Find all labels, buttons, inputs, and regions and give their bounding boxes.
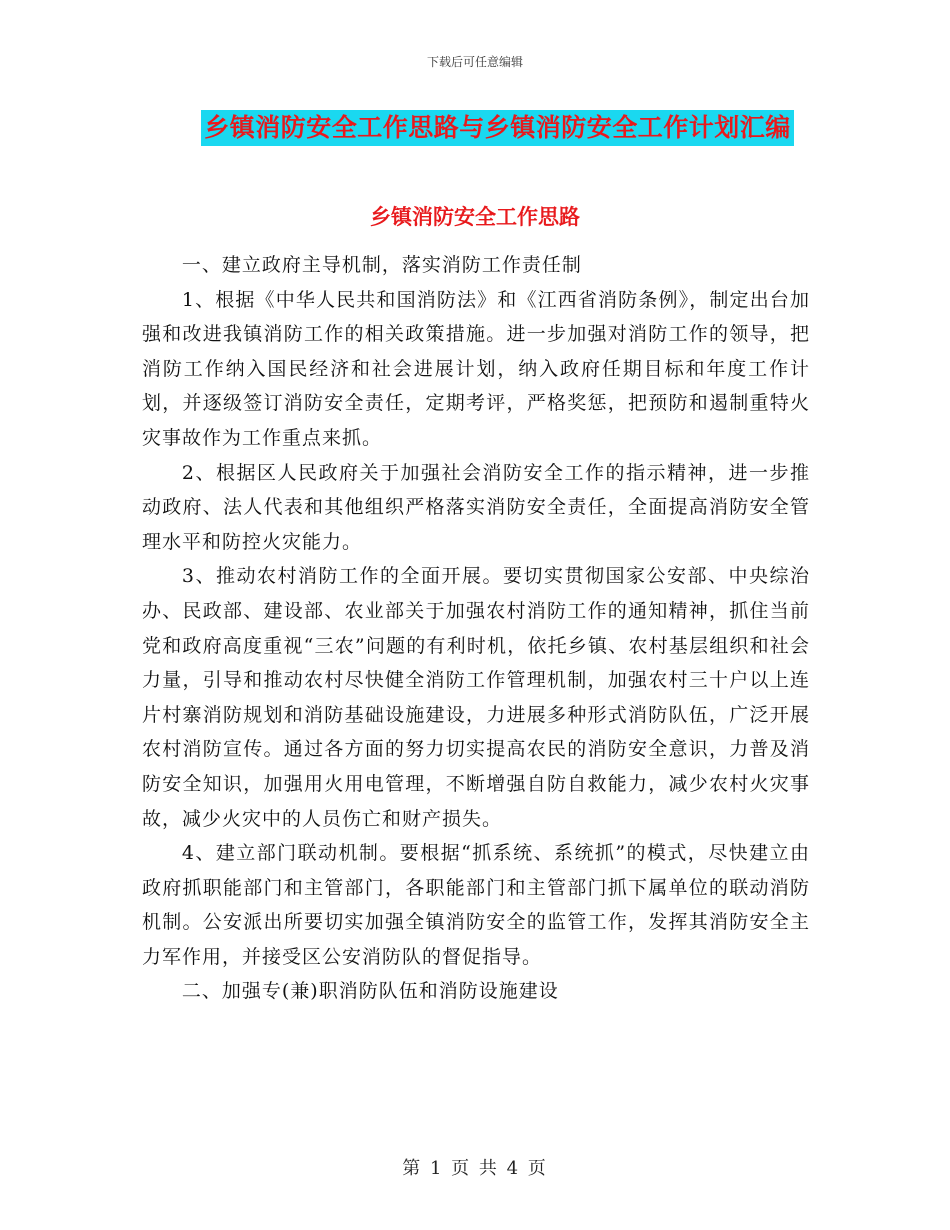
header-note: 下载后可任意编辑 [426,55,523,69]
body-paragraph: 1、根据《中华人民共和国消防法》和《江西省消防条例》，制定出台加强和改进我镇消防工作的相关政策措施。进一步加强对消防工作的领导，把消防工作纳入国民经济和社会进展计划，纳入政府任期目标和年度工作计划，并逐级签订消防安全责任，定期考评，严格奖惩，把预防和遏制重特火灾事故作为工作重点来抓。 [142,288,810,449]
document-title-container [0,110,950,146]
section-title: 乡镇消防安全工作思路 [370,205,580,229]
body-paragraph: 4、建立部门联动机制。要根据“抓系统、系统抓”的模式，尽快建立由政府抓职能部门和主管部门，各职能部门和主管部门抓下属单位的联动消防机制。公安派出所要切实加强全镇消防安全的监管工作，发挥其消防安全主力军作用，并接受区公安消防队的督促指导。 [142,842,810,968]
body-paragraph: 3、推动农村消防工作的全面开展。要切实贯彻国家公安部、中央综治办、民政部、建设部、农业部关于加强农村消防工作的通知精神，抓住当前党和政府高度重视“三农”问题的有利时机，依托乡镇、农村基层组织和社会力量，引导和推动农村尽快健全消防工作管理机制，加强农村三十户以上连片村寨消防规划和消防基础设施建设，力进展多种形式消防队伍，广泛开展农村消防宣传。通过各方面的努力切实提高农民的消防安全意识，力普及消防安全知识，加强用火用电管理，不断增强自防自救能力，减少农村火灾事故，减少火灾中的人员伤亡和财产损失。 [142,565,810,830]
document-title: 乡镇消防安全工作思路与乡镇消防安全工作计划汇编 [201,110,794,146]
heading-paragraph-2: 二、加强专(兼)职消防队伍和消防设施建设 [181,980,559,1003]
document-body [142,248,810,1009]
heading-paragraph-1: 一、建立政府主导机制，落实消防工作责任制 [181,254,582,276]
body-paragraph: 2、根据区人民政府关于加强社会消防安全工作的指示精神，进一步推动政府、法人代表和其他组织严格落实消防安全责任，全面提高消防安全管理水平和防控火灾能力。 [142,461,810,553]
page-number-footer: 第 1 页 共 4 页 [402,1158,548,1179]
